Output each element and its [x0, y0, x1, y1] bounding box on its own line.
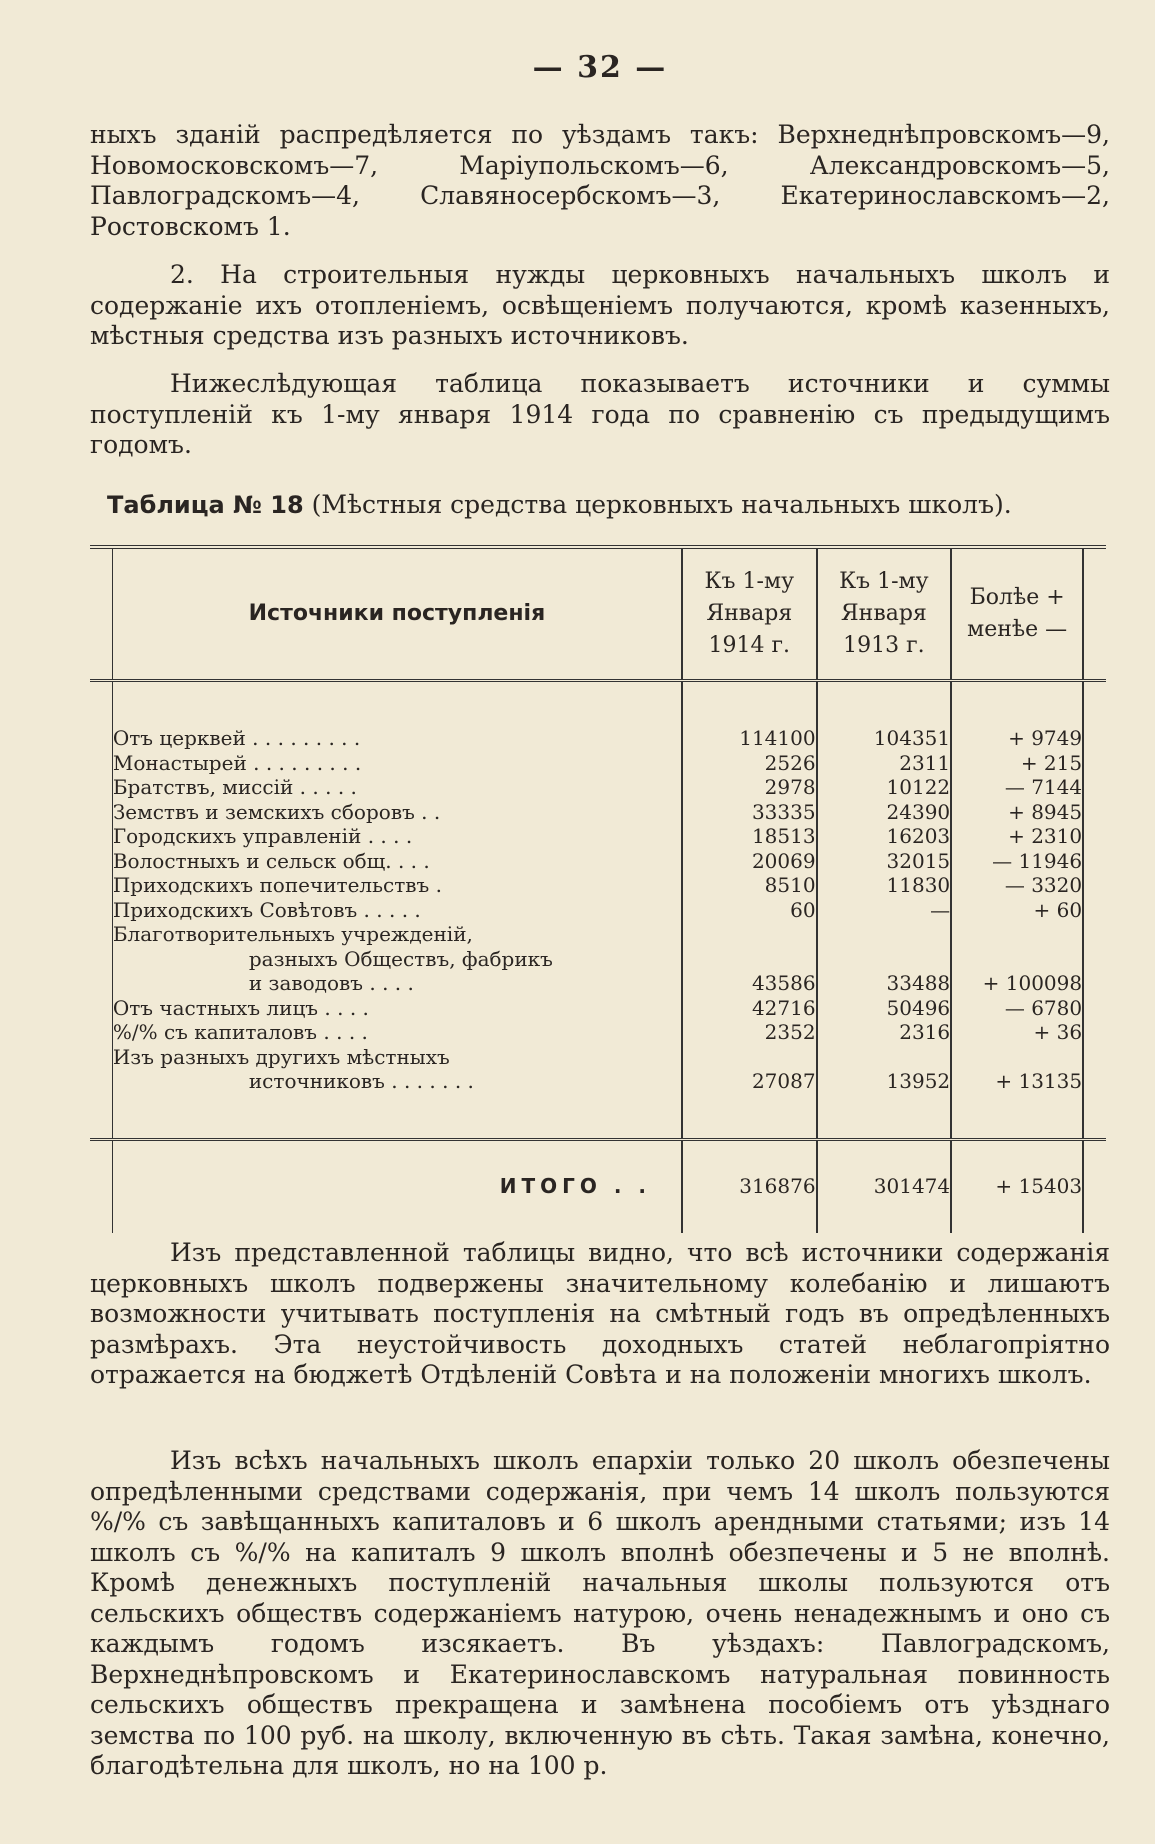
value-1914: 60 [682, 898, 817, 923]
table-caption [107, 490, 1117, 519]
value-1914: 27087 [682, 1069, 817, 1094]
value-1914 [682, 922, 817, 947]
value-1913 [817, 922, 952, 947]
table-row [90, 1045, 1106, 1070]
value-diff: + 13135 [951, 1069, 1083, 1094]
value-1914: 18513 [682, 824, 817, 849]
table-row [90, 1020, 1106, 1045]
value-diff [951, 947, 1083, 972]
value-diff: + 9749 [951, 726, 1083, 751]
source-name: Монастырей . . . . . . . . . [112, 751, 682, 776]
table-title: (Мѣстныя средства церковныхъ начальныхъ школъ). [303, 490, 1012, 519]
table-row [90, 873, 1106, 898]
sources-table [90, 545, 1106, 1233]
table-row [90, 775, 1106, 800]
value-1913 [817, 1045, 952, 1070]
source-name: разныхъ Обществъ, фабрикъ [112, 947, 682, 972]
header-source: Источники поступленія [112, 547, 682, 681]
table-row [90, 800, 1106, 825]
value-1914: 2526 [682, 751, 817, 776]
value-1913: 104351 [817, 726, 952, 751]
table-row [90, 726, 1106, 751]
source-name: %/% съ капиталовъ . . . . [112, 1020, 682, 1045]
table-header-row [90, 547, 1106, 681]
table-body [90, 681, 1106, 1233]
source-name: Отъ частныхъ лицъ . . . . [112, 996, 682, 1021]
value-diff: + 36 [951, 1020, 1083, 1045]
total-diff: + 15403 [951, 1139, 1083, 1233]
source-name: Приходскихъ попечительствъ . [112, 873, 682, 898]
header-1913: Къ 1-му Января 1913 г. [817, 547, 952, 681]
value-1914: 33335 [682, 800, 817, 825]
value-1913: — [817, 898, 952, 923]
value-diff [951, 1045, 1083, 1070]
value-1913: 10122 [817, 775, 952, 800]
table-row [90, 824, 1106, 849]
source-name: Изъ разныхъ другихъ мѣстныхъ [112, 1045, 682, 1070]
value-1914: 43586 [682, 971, 817, 996]
source-name: Земствъ и земскихъ сборовъ . . [112, 800, 682, 825]
table-row [90, 922, 1106, 947]
source-name: Братствъ, миссій . . . . . [112, 775, 682, 800]
value-1913 [817, 947, 952, 972]
value-1914: 114100 [682, 726, 817, 751]
value-1913: 13952 [817, 1069, 952, 1094]
paragraph-3: Нижеслѣдующая таблица показываетъ источники и суммы поступленій къ 1-му января 1914 года по сравненію съ предыдущимъ годомъ. [90, 369, 1110, 459]
paragraph-5: Изъ всѣхъ начальныхъ школъ епархіи только 20 школъ обезпечены опредѣленными средствами содержанія, при чемъ 14 школъ пользуются %/% съ завѣщанныхъ капиталовъ и 6 школъ арендными статьями; изъ 14 школъ съ %/% на капиталъ 9 школъ вполнѣ обезпечены и 5 не вполнѣ. Кромѣ денежныхъ поступленій начальныя школы пользуются отъ сельскихъ обществъ содержаніемъ натурою, очень ненадежнымъ и оно съ каждымъ годомъ изсякаетъ. Въ уѣздахъ: Павлоградскомъ, Верхнеднѣпровскомъ и Екатеринославскомъ натуральная повинность сельскихъ обществъ прекращена и замѣнена пособіемъ отъ уѣзднаго земства по 100 руб. на школу, включенную въ сѣть. Такая замѣна, конечно, благодѣтельна для школъ, но на 100 р. [90, 1446, 1110, 1780]
value-diff: + 215 [951, 751, 1083, 776]
value-1913: 32015 [817, 849, 952, 874]
page-number: — 32 — [532, 50, 668, 85]
value-diff: + 8945 [951, 800, 1083, 825]
value-diff: — 6780 [951, 996, 1083, 1021]
paragraph-2: 2. На строительныя нужды церковныхъ начальныхъ школъ и содержаніе ихъ отопленіемъ, освѣщеніемъ получаются, кромѣ казенныхъ, мѣстныя средства изъ разныхъ источниковъ. [90, 260, 1110, 350]
table-row [90, 947, 1106, 972]
value-1913: 33488 [817, 971, 952, 996]
value-1913: 2311 [817, 751, 952, 776]
table-number: Таблица № 18 [107, 491, 304, 519]
total-1914: 316876 [682, 1139, 817, 1233]
source-name: Городскихъ управленій . . . . [112, 824, 682, 849]
value-1914: 2352 [682, 1020, 817, 1045]
source-name: Волостныхъ и сельск общ. . . . [112, 849, 682, 874]
value-1913: 24390 [817, 800, 952, 825]
paragraph-1: ныхъ зданій распредѣляется по уѣздамъ такъ: Верхнеднѣпровскомъ—9, Новомосковскомъ—7, Маріупольскомъ—6, Александровскомъ—5, Павлоградскомъ—4, Славяносербскомъ—3, Екатеринославскомъ—2, Ростовскомъ 1. [90, 120, 1110, 241]
paragraph-4: Изъ представленной таблицы видно, что всѣ источники содержанія церковныхъ школъ подвержены значительному колебанію и лишаютъ возможности учитывать поступленія на смѣтный годъ въ опредѣленныхъ размѣрахъ. Эта неустойчивость доходныхъ статей неблагопріятно отражается на бюджетѣ Отдѣленій Совѣта и на положеніи многихъ школъ. [90, 1238, 1110, 1389]
header-1914: Къ 1-му Января 1914 г. [682, 547, 817, 681]
table-row [90, 898, 1106, 923]
value-diff: + 60 [951, 898, 1083, 923]
value-diff: + 100098 [951, 971, 1083, 996]
value-1913: 16203 [817, 824, 952, 849]
value-1913: 11830 [817, 873, 952, 898]
value-1914: 42716 [682, 996, 817, 1021]
value-1914: 20069 [682, 849, 817, 874]
value-1914 [682, 947, 817, 972]
table-row [90, 1069, 1106, 1094]
value-diff: — 11946 [951, 849, 1083, 874]
value-1914: 8510 [682, 873, 817, 898]
table-row [90, 751, 1106, 776]
value-1914 [682, 1045, 817, 1070]
table-row [90, 849, 1106, 874]
total-row [90, 1139, 1106, 1233]
value-1914: 2978 [682, 775, 817, 800]
value-diff: + 2310 [951, 824, 1083, 849]
value-diff [951, 922, 1083, 947]
total-1913: 301474 [817, 1139, 952, 1233]
value-diff: — 3320 [951, 873, 1083, 898]
value-1913: 2316 [817, 1020, 952, 1045]
source-name: Приходскихъ Совѣтовъ . . . . . [112, 898, 682, 923]
value-1913: 50496 [817, 996, 952, 1021]
header-diff: Болѣе + менѣе — [951, 547, 1083, 681]
source-name: Отъ церквей . . . . . . . . . [112, 726, 682, 751]
total-label: ИТОГО . . [112, 1139, 682, 1233]
source-name: Благотворительныхъ учрежденій, [112, 922, 682, 947]
table-row [90, 971, 1106, 996]
source-name: источниковъ . . . . . . . [112, 1069, 682, 1094]
source-name: и заводовъ . . . . [112, 971, 682, 996]
value-diff: — 7144 [951, 775, 1083, 800]
table-row [90, 996, 1106, 1021]
